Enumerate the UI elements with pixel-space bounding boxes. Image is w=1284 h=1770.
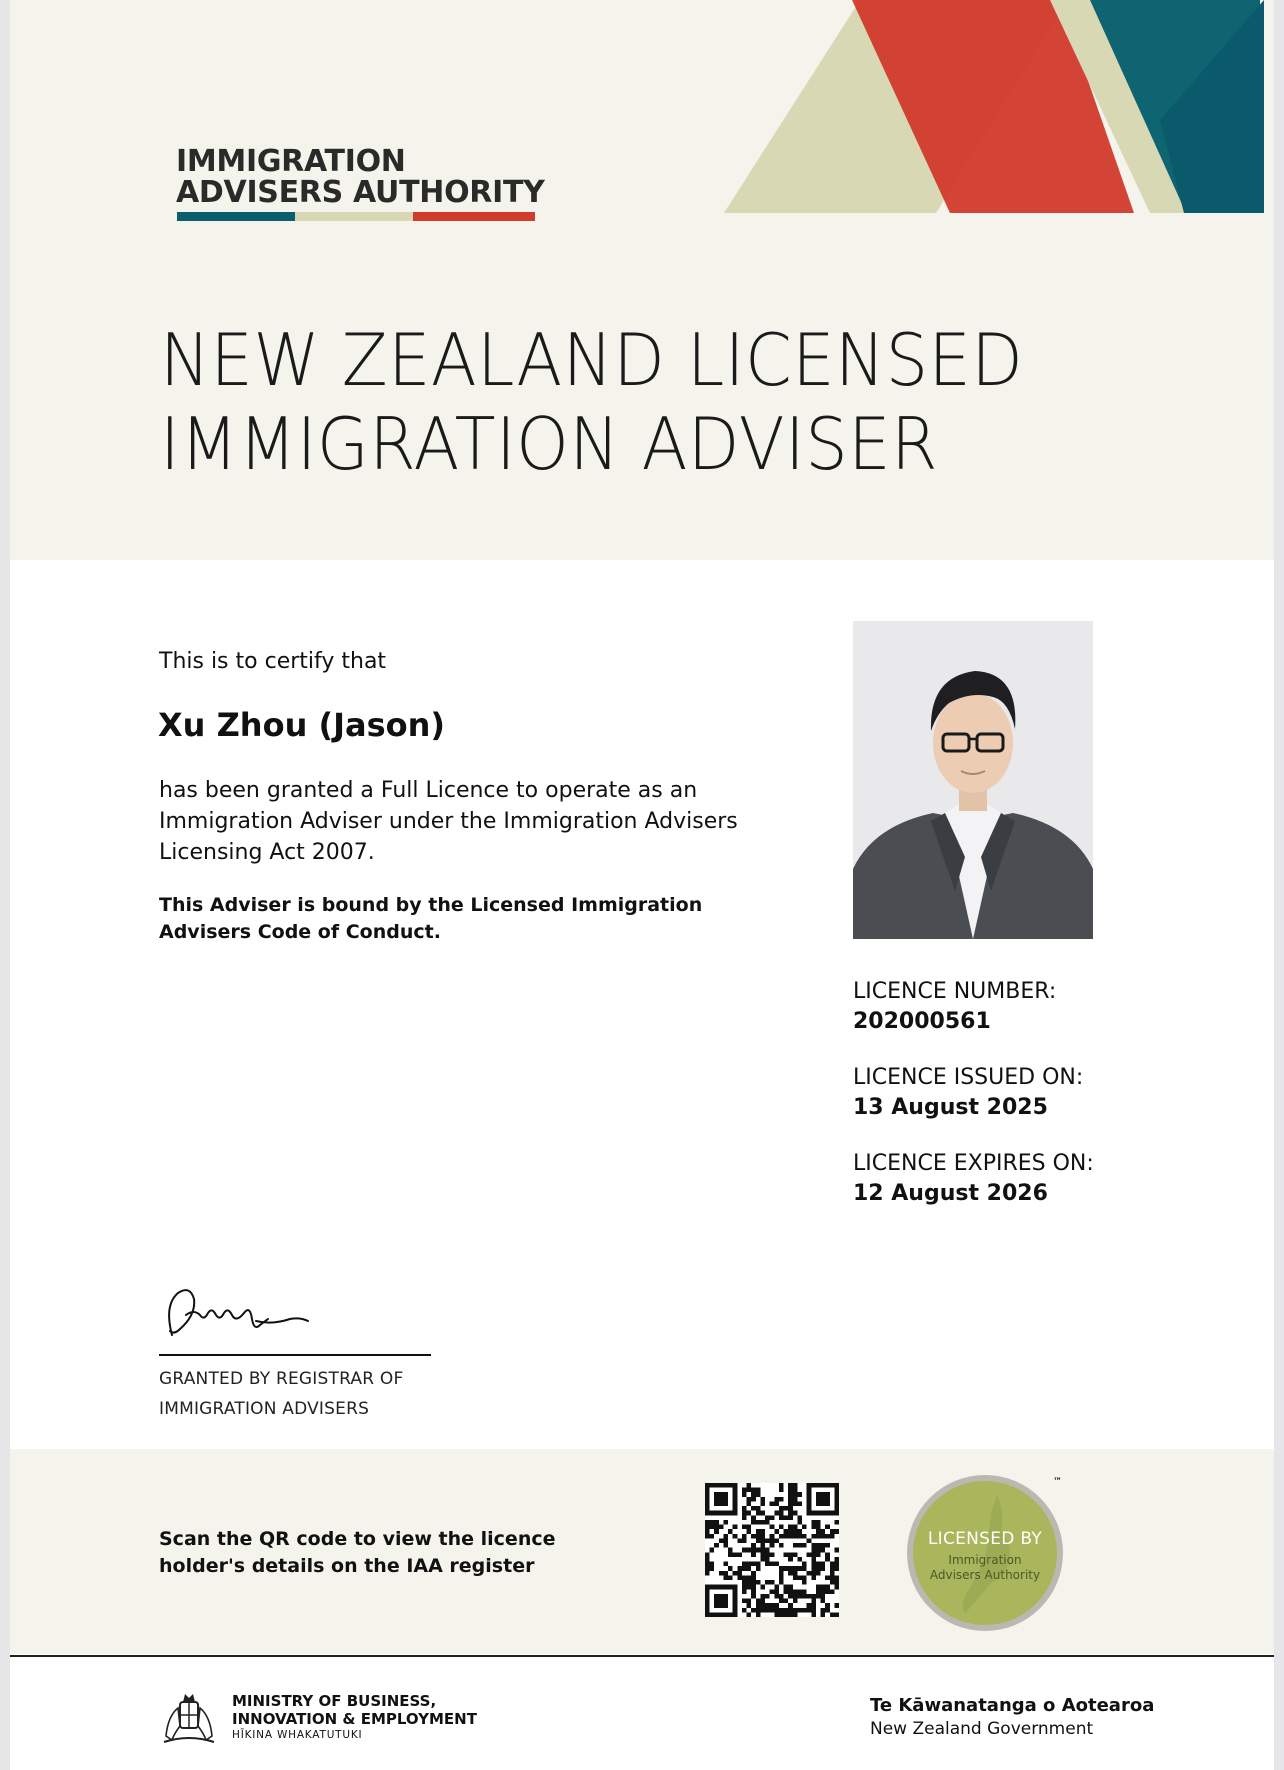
logo-line-1: IMMIGRATION <box>176 144 406 179</box>
mbie-line-2: INNOVATION & EMPLOYMENT <box>232 1710 477 1728</box>
page-title <box>160 318 1090 486</box>
licence-issued-block <box>853 1063 1083 1123</box>
seal-sub-text <box>905 1553 1065 1583</box>
certificate-page <box>10 0 1274 1770</box>
licence-expires-block <box>853 1149 1094 1209</box>
iaa-logo <box>176 146 545 208</box>
trademark-symbol: ™ <box>1053 1477 1062 1487</box>
registrar-line-2: IMMIGRATION ADVISERS <box>159 1399 370 1419</box>
nz-government-logo <box>870 1694 1154 1740</box>
licence-issued-value: 13 August 2025 <box>853 1095 1048 1120</box>
licence-number-value: 202000561 <box>853 1009 991 1034</box>
qr-section <box>10 1449 1274 1654</box>
registrar-signature <box>160 1285 320 1345</box>
qr-scan-instruction: Scan the QR code to view the licence holder's details on the IAA register <box>159 1528 556 1577</box>
licence-expires-value: 12 August 2026 <box>853 1181 1048 1206</box>
nz-coat-of-arms-icon <box>158 1686 220 1748</box>
mbie-logo-text <box>232 1692 477 1742</box>
licence-issued-label: LICENCE ISSUED ON: <box>853 1065 1084 1090</box>
certify-intro: This is to certify that <box>159 649 387 674</box>
mbie-line-1: MINISTRY OF BUSINESS, <box>232 1692 437 1710</box>
seal-sub-line-2: Advisers Authority <box>929 1568 1041 1582</box>
licence-number-label: LICENCE NUMBER: <box>853 979 1057 1004</box>
granted-by-registrar <box>159 1364 403 1424</box>
logo-color-bar <box>177 212 535 221</box>
title-line-2: IMMIGRATION ADVISER <box>160 402 939 486</box>
code-of-conduct-note: This Adviser is bound by the Licensed Immigration Advisers Code of Conduct. <box>159 894 703 943</box>
logo-line-2: ADVISERS AUTHORITY <box>176 175 545 210</box>
licence-holder-name: Xu Zhou (Jason) <box>158 706 446 744</box>
signature-line <box>159 1354 431 1356</box>
footer-divider <box>10 1655 1274 1657</box>
gov-maori-name: Te Kāwanatanga o Aotearoa <box>870 1695 1155 1716</box>
seal-main-text: LICENSED BY <box>927 1529 1043 1549</box>
title-line-1: NEW ZEALAND LICENSED <box>160 318 1024 402</box>
licensed-by-seal <box>905 1473 1075 1643</box>
licence-grant-text: has been granted a Full Licence to operate as an Immigration Adviser under the Immigration Advisers Licensing Act 2007. <box>159 778 738 865</box>
seal-sub-line-1: Immigration <box>948 1553 1022 1567</box>
mbie-line-3: HĪKINA WHAKATUTUKI <box>232 1729 363 1741</box>
licence-expires-label: LICENCE EXPIRES ON: <box>853 1151 1094 1176</box>
certificate-header <box>10 0 1274 560</box>
qr-code[interactable] <box>705 1483 839 1617</box>
registrar-line-1: GRANTED BY REGISTRAR OF <box>159 1369 404 1389</box>
gov-english-name: New Zealand Government <box>870 1719 1094 1739</box>
adviser-photo <box>853 621 1093 939</box>
licence-number-block <box>853 977 1056 1037</box>
